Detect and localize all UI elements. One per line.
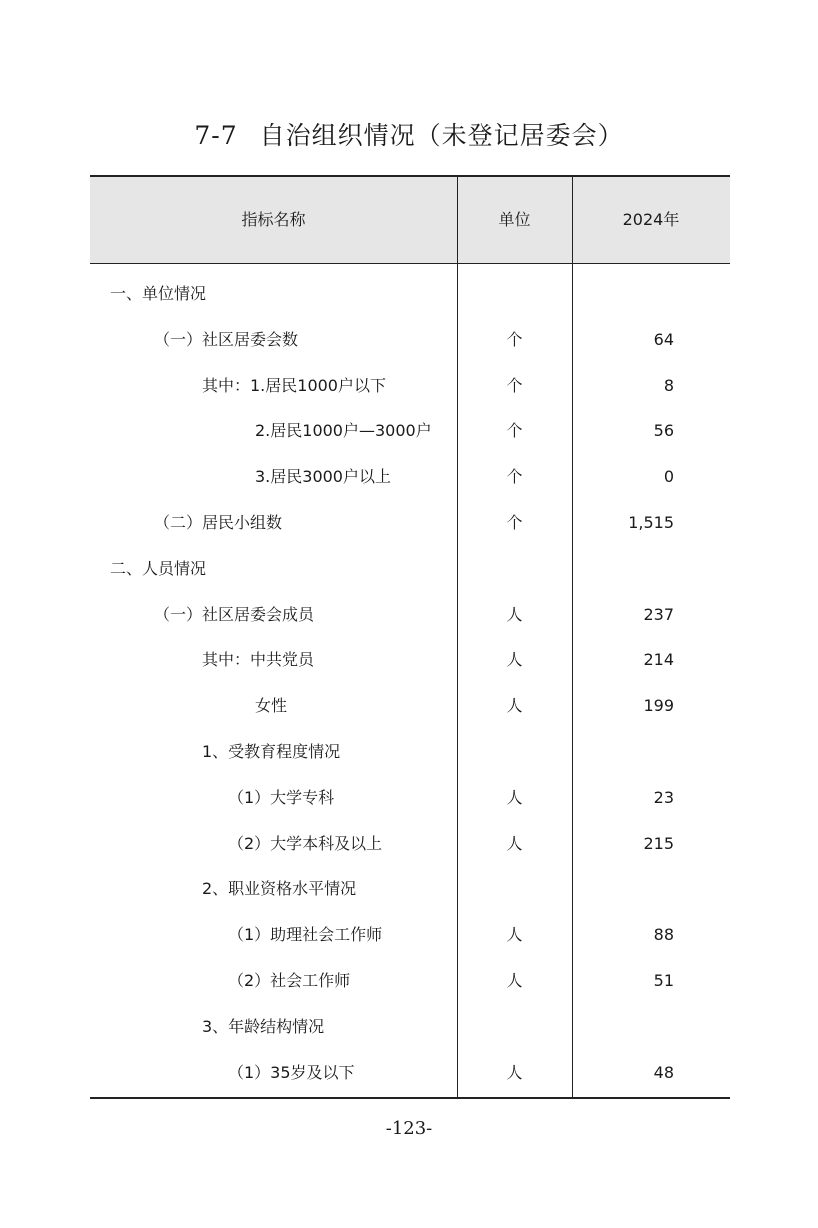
row-indicator-name: 其中：中共党员 <box>202 650 315 670</box>
table-title-text: 自治组织情况（未登记居委会） <box>259 121 624 150</box>
row-unit: 个 <box>506 467 523 487</box>
row-unit: 人 <box>506 970 523 990</box>
header-unit: 单位 <box>498 210 531 229</box>
table-row <box>90 958 730 1004</box>
header-indicator-name: 指标名称 <box>241 210 306 229</box>
statistics-table <box>90 175 730 1099</box>
row-value-2024: 88 <box>653 925 674 945</box>
table-row <box>90 408 730 454</box>
row-value-2024: 214 <box>643 650 674 670</box>
row-indicator-name: （一）社区居委会成员 <box>154 604 315 624</box>
table-row <box>90 821 730 867</box>
table-row <box>90 683 730 729</box>
table-number: 7-7 <box>194 121 238 150</box>
page-title <box>0 116 818 152</box>
table-row <box>90 317 730 363</box>
table-body <box>90 271 730 1095</box>
row-unit: 人 <box>506 925 523 945</box>
row-unit: 人 <box>506 787 523 807</box>
row-value-2024: 64 <box>653 329 674 349</box>
table-row <box>90 637 730 683</box>
page-number: -123- <box>385 1118 433 1139</box>
row-unit: 个 <box>506 329 523 349</box>
row-unit: 人 <box>506 833 523 853</box>
row-indicator-name: 一、单位情况 <box>110 284 207 303</box>
row-indicator-name: 女性 <box>255 696 288 716</box>
table-row <box>90 912 730 958</box>
row-value-2024: 51 <box>653 970 674 990</box>
row-value-2024: 0 <box>663 467 674 487</box>
table-row <box>90 866 730 912</box>
table-row <box>90 1050 730 1096</box>
row-value-2024: 23 <box>653 787 674 807</box>
row-indicator-name: （1）35岁及以下 <box>228 1062 355 1082</box>
row-indicator-name: 2、职业资格水平情况 <box>202 879 357 899</box>
row-indicator-name: （1）助理社会工作师 <box>228 925 383 945</box>
table-row <box>90 1004 730 1050</box>
header-year: 2024年 <box>622 210 680 229</box>
row-value-2024: 1,515 <box>628 512 674 532</box>
row-unit: 个 <box>506 512 523 532</box>
row-value-2024: 237 <box>643 604 674 624</box>
table-row <box>90 271 730 317</box>
row-indicator-name: 其中：1.居民1000户以下 <box>202 375 386 395</box>
row-indicator-name: 3、年龄结构情况 <box>202 1016 325 1036</box>
table-bottom-rule <box>90 1097 730 1099</box>
row-unit: 人 <box>506 1062 523 1082</box>
row-indicator-name: 1、受教育程度情况 <box>202 741 341 761</box>
row-value-2024: 8 <box>663 375 674 395</box>
row-indicator-name: （2）大学本科及以上 <box>228 833 383 853</box>
row-value-2024: 48 <box>653 1062 674 1082</box>
row-value-2024: 215 <box>643 833 674 853</box>
row-unit: 人 <box>506 650 523 670</box>
row-unit: 个 <box>506 421 523 441</box>
row-value-2024: 56 <box>653 421 674 441</box>
row-unit: 人 <box>506 604 523 624</box>
row-indicator-name: （二）居民小组数 <box>154 512 283 532</box>
row-indicator-name: 2.居民1000户—3000户 <box>255 421 432 441</box>
row-unit: 个 <box>506 375 523 395</box>
row-indicator-name: （一）社区居委会数 <box>154 329 299 349</box>
row-indicator-name: （1）大学专科 <box>228 787 335 807</box>
table-row <box>90 363 730 409</box>
table-row <box>90 592 730 638</box>
row-indicator-name: 3.居民3000户以上 <box>255 467 391 487</box>
row-unit: 人 <box>506 696 523 716</box>
table-row <box>90 729 730 775</box>
table-row <box>90 546 730 592</box>
row-value-2024: 199 <box>643 696 674 716</box>
table-row <box>90 454 730 500</box>
table-header <box>90 177 730 264</box>
table-row <box>90 775 730 821</box>
row-indicator-name: （2）社会工作师 <box>228 970 351 990</box>
row-indicator-name: 二、人员情况 <box>110 558 207 578</box>
table-row <box>90 500 730 546</box>
